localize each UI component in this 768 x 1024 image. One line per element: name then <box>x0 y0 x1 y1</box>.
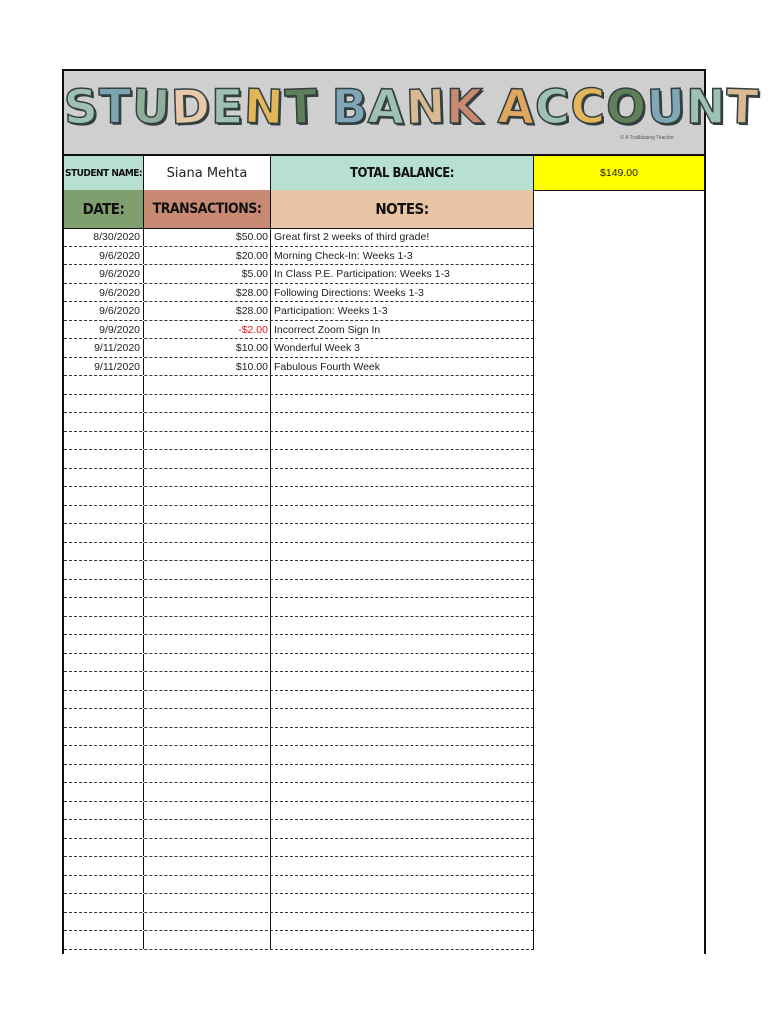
table-row <box>64 931 534 950</box>
note-cell[interactable] <box>271 524 534 542</box>
table-row <box>64 635 534 654</box>
amount-cell[interactable] <box>144 654 271 672</box>
note-cell[interactable]: Participation: Weeks 1-3 <box>271 302 534 320</box>
amount-cell[interactable] <box>144 469 271 487</box>
date-cell[interactable] <box>64 728 144 746</box>
table-row <box>64 358 534 377</box>
table-row <box>64 839 534 858</box>
table-row <box>64 765 534 784</box>
amount-cell[interactable] <box>144 765 271 783</box>
amount-cell[interactable] <box>144 413 271 431</box>
amount-cell[interactable] <box>144 450 271 468</box>
date-cell[interactable] <box>64 820 144 838</box>
date-cell[interactable] <box>64 395 144 413</box>
note-cell[interactable] <box>271 839 534 857</box>
date-cell[interactable] <box>64 413 144 431</box>
amount-cell[interactable] <box>144 487 271 505</box>
date-cell[interactable] <box>64 913 144 931</box>
note-cell[interactable] <box>271 746 534 764</box>
table-row <box>64 598 534 617</box>
note-cell[interactable] <box>271 857 534 875</box>
note-cell[interactable] <box>271 672 534 690</box>
note-cell[interactable] <box>271 469 534 487</box>
amount-cell[interactable] <box>144 672 271 690</box>
table-row <box>64 265 534 284</box>
total-balance-label: TOTAL BALANCE: <box>271 156 534 190</box>
table-row <box>64 857 534 876</box>
table-row <box>64 247 534 266</box>
amount-cell[interactable] <box>144 802 271 820</box>
date-cell[interactable] <box>64 691 144 709</box>
amount-cell[interactable]: $10.00 <box>144 358 271 376</box>
note-cell[interactable] <box>271 376 534 394</box>
note-cell[interactable] <box>271 691 534 709</box>
table-row <box>64 691 534 710</box>
table-row <box>64 413 534 432</box>
date-cell[interactable] <box>64 376 144 394</box>
table-row <box>64 321 534 340</box>
amount-cell[interactable]: $5.00 <box>144 265 271 283</box>
date-cell[interactable] <box>64 839 144 857</box>
note-cell[interactable] <box>271 709 534 727</box>
student-name-label: STUDENT NAME: <box>64 156 144 190</box>
amount-cell[interactable] <box>144 395 271 413</box>
table-row <box>64 654 534 673</box>
note-cell[interactable] <box>271 561 534 579</box>
amount-cell[interactable] <box>144 876 271 894</box>
table-row <box>64 543 534 562</box>
table-row <box>64 820 534 839</box>
note-cell[interactable] <box>271 543 534 561</box>
amount-cell[interactable] <box>144 598 271 616</box>
note-cell[interactable] <box>271 450 534 468</box>
transactions-column-header: TRANSACTIONS: <box>144 190 271 228</box>
amount-cell[interactable]: $28.00 <box>144 302 271 320</box>
note-cell[interactable] <box>271 580 534 598</box>
table-row <box>64 469 534 488</box>
amount-cell[interactable]: $50.00 <box>144 228 271 246</box>
amount-cell[interactable] <box>144 728 271 746</box>
date-cell[interactable]: 8/30/2020 <box>64 228 144 246</box>
table-row <box>64 783 534 802</box>
amount-cell[interactable] <box>144 894 271 912</box>
amount-cell[interactable]: -$2.00 <box>144 321 271 339</box>
date-cell[interactable] <box>64 506 144 524</box>
date-cell[interactable] <box>64 654 144 672</box>
table-row <box>64 450 534 469</box>
table-row <box>64 524 534 543</box>
note-cell[interactable] <box>271 765 534 783</box>
amount-cell[interactable] <box>144 561 271 579</box>
note-cell[interactable] <box>271 395 534 413</box>
table-row <box>64 339 534 358</box>
transactions-table <box>64 228 534 950</box>
amount-cell[interactable] <box>144 580 271 598</box>
right-empty-column <box>534 190 704 956</box>
note-cell[interactable]: Wonderful Week 3 <box>271 339 534 357</box>
date-cell[interactable] <box>64 487 144 505</box>
date-cell[interactable] <box>64 617 144 635</box>
date-cell[interactable] <box>64 931 144 949</box>
table-row <box>64 487 534 506</box>
amount-cell[interactable]: $28.00 <box>144 284 271 302</box>
table-row <box>64 284 534 303</box>
table-row <box>64 395 534 414</box>
table-row <box>64 746 534 765</box>
note-cell[interactable] <box>271 598 534 616</box>
date-cell[interactable] <box>64 561 144 579</box>
table-row <box>64 802 534 821</box>
table-row <box>64 913 534 932</box>
table-row <box>64 894 534 913</box>
date-cell[interactable] <box>64 857 144 875</box>
date-cell[interactable]: 9/11/2020 <box>64 339 144 357</box>
date-cell[interactable] <box>64 765 144 783</box>
table-row <box>64 376 534 395</box>
page-title: STUDENT BANK ACCOUNT <box>63 79 761 136</box>
note-cell[interactable] <box>271 820 534 838</box>
date-cell[interactable] <box>64 876 144 894</box>
amount-cell[interactable] <box>144 931 271 949</box>
date-cell[interactable] <box>64 746 144 764</box>
date-cell[interactable] <box>64 635 144 653</box>
date-cell[interactable] <box>64 469 144 487</box>
note-cell[interactable] <box>271 931 534 949</box>
info-row <box>64 156 704 191</box>
date-cell[interactable] <box>64 580 144 598</box>
date-cell[interactable] <box>64 598 144 616</box>
note-cell[interactable] <box>271 617 534 635</box>
note-cell[interactable] <box>271 876 534 894</box>
amount-cell[interactable] <box>144 783 271 801</box>
note-cell[interactable] <box>271 635 534 653</box>
note-cell[interactable] <box>271 894 534 912</box>
note-cell[interactable] <box>271 728 534 746</box>
table-row <box>64 672 534 691</box>
date-cell[interactable] <box>64 783 144 801</box>
note-cell[interactable] <box>271 783 534 801</box>
table-row <box>64 876 534 895</box>
notes-column-header: NOTES: <box>271 190 534 228</box>
date-cell[interactable] <box>64 894 144 912</box>
title-banner <box>63 71 761 156</box>
note-cell[interactable] <box>271 432 534 450</box>
date-cell[interactable] <box>64 543 144 561</box>
note-cell[interactable] <box>271 802 534 820</box>
note-cell[interactable] <box>271 487 534 505</box>
amount-cell[interactable] <box>144 839 271 857</box>
date-cell[interactable] <box>64 450 144 468</box>
table-row <box>64 709 534 728</box>
date-cell[interactable] <box>64 432 144 450</box>
date-cell[interactable] <box>64 672 144 690</box>
date-cell[interactable]: 9/9/2020 <box>64 321 144 339</box>
date-cell[interactable] <box>64 524 144 542</box>
note-cell[interactable] <box>271 654 534 672</box>
table-row <box>64 561 534 580</box>
amount-cell[interactable] <box>144 432 271 450</box>
note-cell[interactable]: In Class P.E. Participation: Weeks 1-3 <box>271 265 534 283</box>
date-cell[interactable]: 9/6/2020 <box>64 265 144 283</box>
credit-text: © A Trailblazing Teacher <box>620 135 674 141</box>
amount-cell[interactable]: $10.00 <box>144 339 271 357</box>
table-row <box>64 302 534 321</box>
date-cell[interactable]: 9/6/2020 <box>64 284 144 302</box>
amount-cell[interactable] <box>144 709 271 727</box>
column-header-row <box>64 190 534 229</box>
table-row <box>64 617 534 636</box>
amount-cell[interactable]: $20.00 <box>144 247 271 265</box>
table-row <box>64 728 534 747</box>
amount-cell[interactable] <box>144 524 271 542</box>
total-balance-value[interactable]: $149.00 <box>534 156 704 190</box>
date-cell[interactable]: 9/6/2020 <box>64 302 144 320</box>
amount-cell[interactable] <box>144 617 271 635</box>
amount-cell[interactable] <box>144 635 271 653</box>
note-cell[interactable] <box>271 506 534 524</box>
date-cell[interactable] <box>64 802 144 820</box>
amount-cell[interactable] <box>144 820 271 838</box>
note-cell[interactable] <box>271 413 534 431</box>
note-cell[interactable] <box>271 913 534 931</box>
amount-cell[interactable] <box>144 506 271 524</box>
amount-cell[interactable] <box>144 543 271 561</box>
spreadsheet <box>62 69 761 954</box>
note-cell[interactable]: Incorrect Zoom Sign In <box>271 321 534 339</box>
date-cell[interactable]: 9/11/2020 <box>64 358 144 376</box>
amount-cell[interactable] <box>144 857 271 875</box>
amount-cell[interactable] <box>144 746 271 764</box>
table-row <box>64 228 534 247</box>
table-row <box>64 432 534 451</box>
amount-cell[interactable] <box>144 691 271 709</box>
date-column-header: DATE: <box>64 190 144 228</box>
table-row <box>64 580 534 599</box>
note-cell[interactable]: Following Directions: Weeks 1-3 <box>271 284 534 302</box>
date-cell[interactable] <box>64 709 144 727</box>
student-name-field[interactable]: Siana Mehta <box>144 156 271 190</box>
note-cell[interactable]: Great first 2 weeks of third grade! <box>271 228 534 246</box>
amount-cell[interactable] <box>144 913 271 931</box>
amount-cell[interactable] <box>144 376 271 394</box>
table-row <box>64 506 534 525</box>
note-cell[interactable]: Fabulous Fourth Week <box>271 358 534 376</box>
note-cell[interactable]: Morning Check-In: Weeks 1-3 <box>271 247 534 265</box>
date-cell[interactable]: 9/6/2020 <box>64 247 144 265</box>
